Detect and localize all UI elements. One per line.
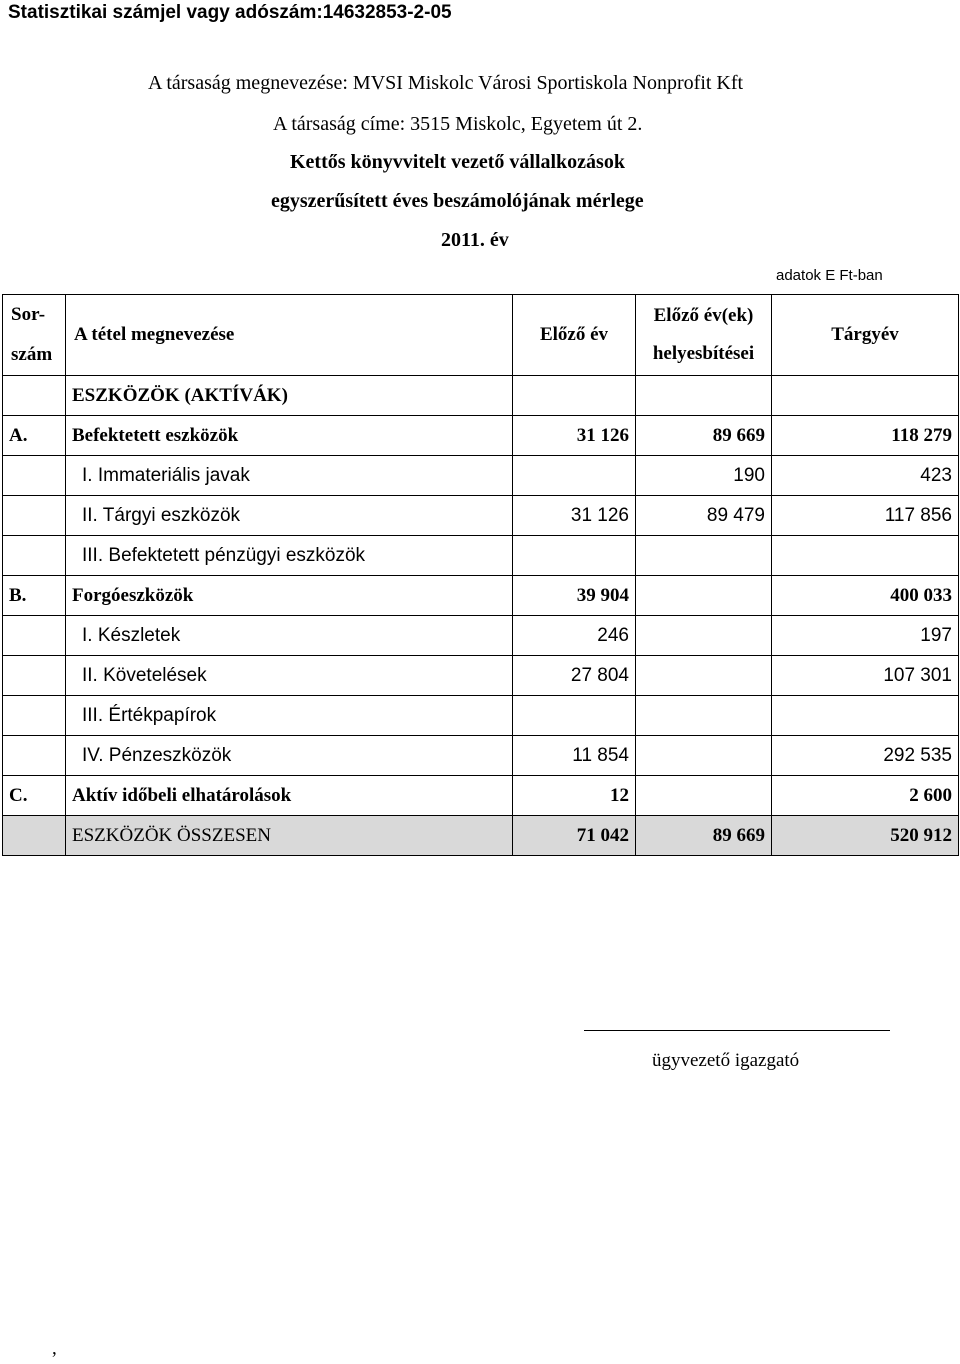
row-number [3, 496, 66, 536]
total-label: ESZKÖZÖK ÖSSZESEN [66, 816, 513, 856]
row-curr-value: 107 301 [772, 656, 959, 696]
row-number [3, 536, 66, 576]
row-label: I. Készletek [66, 616, 513, 656]
row-prev-value: 246 [513, 616, 636, 656]
row-corr-value: 89 479 [636, 496, 772, 536]
signature-label: ügyvezető igazgató [652, 1050, 800, 1071]
row-corr-value [636, 696, 772, 736]
row-prev-value [513, 536, 636, 576]
signature-line [584, 1030, 890, 1031]
row-number [3, 616, 66, 656]
section-no-cell [3, 376, 66, 416]
row-corr-value [636, 776, 772, 816]
company-address: A társaság címe: 3515 Miskolc, Egyetem út 2. [273, 113, 643, 135]
unit-note: adatok E Ft-ban [776, 267, 883, 284]
row-label: IV. Pénzeszközök [66, 736, 513, 776]
table-row [3, 576, 959, 616]
row-corr-value: 190 [636, 456, 772, 496]
row-curr-value: 292 535 [772, 736, 959, 776]
row-prev-value: 39 904 [513, 576, 636, 616]
total-curr: 520 912 [772, 816, 959, 856]
row-label: II. Követelések [66, 656, 513, 696]
table-header-row [3, 295, 959, 376]
company-name: A társaság megnevezése: MVSI Miskolc Városi Sportiskola Nonprofit Kft [148, 72, 744, 94]
total-prev: 71 042 [513, 816, 636, 856]
balance-sheet-table [2, 294, 959, 856]
report-year: 2011. év [441, 229, 509, 251]
col-header-name: A tétel megnevezése [66, 295, 513, 376]
row-curr-value: 423 [772, 456, 959, 496]
total-row [3, 816, 959, 856]
table-row [3, 736, 959, 776]
row-curr-value: 2 600 [772, 776, 959, 816]
row-curr-value: 197 [772, 616, 959, 656]
row-prev-value: 12 [513, 776, 636, 816]
table-row [3, 616, 959, 656]
row-curr-value: 118 279 [772, 416, 959, 456]
row-corr-value [636, 616, 772, 656]
row-number [3, 656, 66, 696]
row-curr-value [772, 536, 959, 576]
row-label: I. Immateriális javak [66, 456, 513, 496]
table-row [3, 696, 959, 736]
table-row [3, 496, 959, 536]
row-number: C. [3, 776, 66, 816]
col-header-corr: Előző év(ek) helyesbítései [636, 295, 772, 376]
document-title-line1: Kettős könyvvitelt vezető vállalkozások [290, 151, 625, 173]
col-header-curr: Tárgyév [772, 295, 959, 376]
row-prev-value: 31 126 [513, 416, 636, 456]
table-row [3, 656, 959, 696]
section-title: ESZKÖZÖK (AKTÍVÁK) [66, 376, 513, 416]
row-curr-value: 400 033 [772, 576, 959, 616]
row-prev-value: 31 126 [513, 496, 636, 536]
row-prev-value [513, 456, 636, 496]
row-corr-value [636, 536, 772, 576]
total-corr: 89 669 [636, 816, 772, 856]
table-row [3, 456, 959, 496]
row-number: B. [3, 576, 66, 616]
row-number [3, 456, 66, 496]
row-prev-value [513, 696, 636, 736]
row-corr-value [636, 736, 772, 776]
tax-id-heading: Statisztikai számjel vagy adószám:14632853-2-05 [8, 2, 452, 23]
footer-mark: , [52, 1338, 57, 1359]
col-header-sorszam: Sor- szám [3, 295, 66, 376]
table-row [3, 776, 959, 816]
row-label: III. Értékpapírok [66, 696, 513, 736]
row-corr-value [636, 656, 772, 696]
row-corr-value [636, 576, 772, 616]
row-label: Befektetett eszközök [66, 416, 513, 456]
row-label: Forgóeszközök [66, 576, 513, 616]
col-header-prev: Előző év [513, 295, 636, 376]
row-number [3, 736, 66, 776]
row-curr-value [772, 696, 959, 736]
row-label: II. Tárgyi eszközök [66, 496, 513, 536]
row-label: Aktív időbeli elhatárolások [66, 776, 513, 816]
row-number [3, 696, 66, 736]
row-prev-value: 11 854 [513, 736, 636, 776]
row-label: III. Befektetett pénzügyi eszközök [66, 536, 513, 576]
table-row [3, 536, 959, 576]
row-prev-value: 27 804 [513, 656, 636, 696]
document-title-line2: egyszerűsített éves beszámolójának mérlege [271, 190, 644, 212]
section-title-row [3, 376, 959, 416]
row-corr-value: 89 669 [636, 416, 772, 456]
row-number: A. [3, 416, 66, 456]
row-curr-value: 117 856 [772, 496, 959, 536]
table-row [3, 416, 959, 456]
